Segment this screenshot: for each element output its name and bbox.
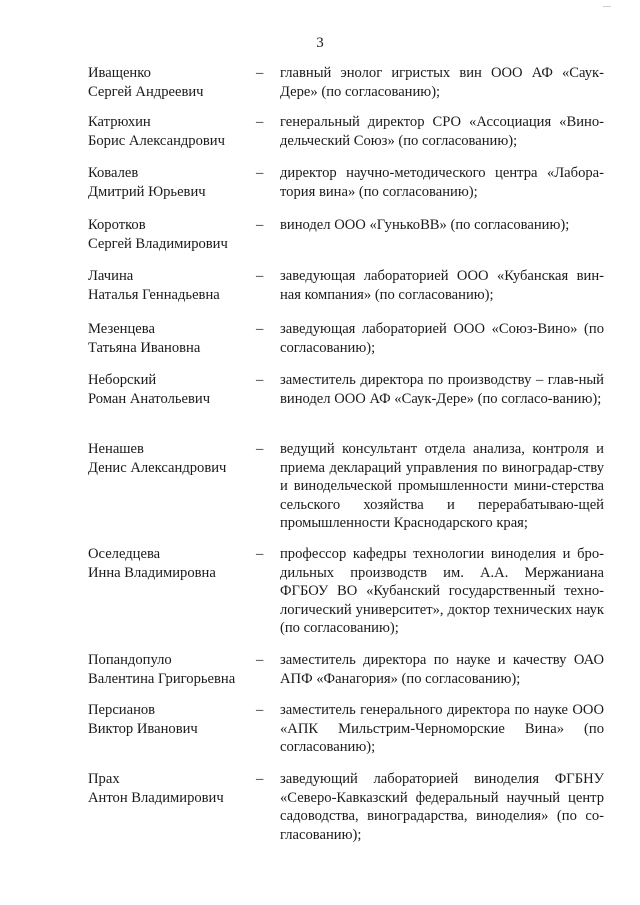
dash: – [256,441,264,457]
first-names: Наталья Геннадьевна [88,286,220,303]
position-description: профессор кафедры технологии виноделия и бро-дильных производств им. А.А. Мержаниана ФГБОУ ВО «Кубанский государственный техно-логический университет», доктор технических наук (по согласованию); [280,546,604,636]
dash: – [256,702,264,718]
scan-corner-mark [603,6,611,11]
last-name: Мезенцева [88,321,155,337]
last-name: Прах [88,771,120,787]
page-number: 3 [316,35,324,51]
dash: – [256,771,264,787]
position-description: генеральный директор СРО «Ассоциация «Вино-дельческий Союз» (по согласованию); [280,114,604,149]
last-name: Ковалев [88,165,139,181]
person-name [88,320,256,357]
dash: – [256,114,264,130]
position-description: заведующая лабораторией ООО «Союз-Вино» (по согласованию); [280,321,604,356]
last-name: Коротков [88,217,146,233]
position-description: главный энолог игристых вин ООО АФ «Саук-Дере» (по согласованию); [280,65,604,100]
person-name [88,267,256,304]
person-name [88,701,256,738]
first-names: Сергей Андреевич [88,83,204,100]
position-description: заведующая лабораторией ООО «Кубанская вин-ная компания» (по согласованию); [280,268,604,303]
dash: – [256,546,264,562]
position-description: заместитель генерального директора по науке ООО «АПК Мильстрим-Черноморские Вина» (по согласованию); [280,702,604,755]
first-names: Антон Владимирович [88,789,224,806]
dash: – [256,372,264,388]
dash: – [256,217,264,233]
first-names: Валентина Григорьевна [88,670,236,687]
last-name: Ненашев [88,441,144,457]
position-description: заместитель директора по производству – глав-ный винодел ООО АФ «Саук-Дере» (по согласо-ванию); [280,372,604,407]
first-names: Инна Владимировна [88,564,216,581]
last-name: Неборский [88,372,157,388]
position-description: заместитель директора по науке и качеству ОАО АПФ «Фанагория» (по согласованию); [280,652,604,687]
person-name [88,651,256,688]
position-description: винодел ООО «ГунькоВВ» (по согласованию); [280,217,570,233]
first-names: Роман Анатольевич [88,390,211,407]
person-name [88,164,256,201]
position-description: директор научно-методического центра «Лабора-тория вина» (по согласованию); [280,165,604,200]
dash: – [256,268,264,284]
dash: – [256,65,264,81]
person-name [88,545,256,582]
last-name: Персианов [88,702,156,718]
person-name [88,371,256,408]
person-name [88,64,256,101]
dash: – [256,652,264,668]
last-name: Оселедцева [88,546,161,562]
dash: – [256,165,264,181]
position-description: ведущий консультант отдела анализа, контроля и приема деклараций управления по виноградар-ству и винодельческой промышленности мини-стерства сельского хозяйства и перерабатываю-щей промышленности Краснодарского края; [280,441,604,531]
person-name [88,770,256,807]
person-name [88,216,256,253]
last-name: Иващенко [88,65,151,81]
last-name: Попандопуло [88,652,172,668]
first-names: Виктор Иванович [88,720,198,737]
first-names: Дмитрий Юрьевич [88,183,206,200]
last-name: Катрюхин [88,114,151,130]
first-names: Татьяна Ивановна [88,339,201,356]
first-names: Борис Александрович [88,132,225,149]
last-name: Лачина [88,268,134,284]
person-name [88,440,256,477]
first-names: Сергей Владимирович [88,235,228,252]
position-description: заведующий лабораторией виноделия ФГБНУ «Северо-Кавказский федеральный научный центр садоводства, виноградарства, виноделия» (по со-гласованию); [280,771,604,843]
dash: – [256,321,264,337]
person-name [88,113,256,150]
first-names: Денис Александрович [88,459,227,476]
